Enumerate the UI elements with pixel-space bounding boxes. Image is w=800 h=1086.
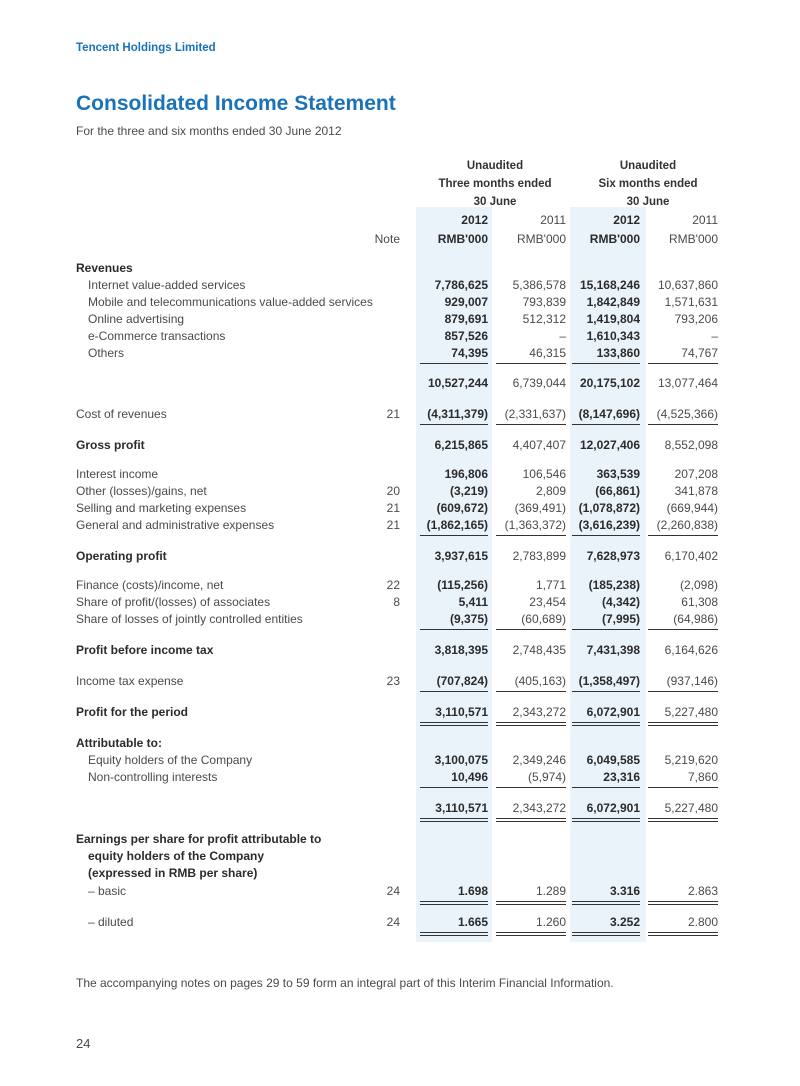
row-label: Mobile and telecommunications value-added services [88, 295, 373, 309]
row-value: 15,168,246 [579, 278, 640, 292]
row-label: Attributable to: [76, 736, 162, 750]
row-value: 1.260 [535, 915, 566, 929]
underline-rule [572, 535, 640, 536]
row-value: (9,375) [449, 612, 488, 626]
underline-rule [420, 818, 488, 819]
underline-rule [572, 901, 640, 902]
row-value: 2.863 [687, 884, 718, 898]
row-value: 207,208 [674, 467, 718, 481]
underline-rule [648, 535, 718, 536]
row-value: 13,077,464 [657, 376, 718, 390]
underline-rule [648, 818, 718, 819]
row-value: 5,386,578 [512, 278, 566, 292]
row-value: 10,527,244 [427, 376, 488, 390]
row-value: – [711, 329, 718, 343]
row-value: 929,007 [444, 295, 488, 309]
underline-rule [420, 725, 488, 726]
col-unit: RMB'000 [517, 232, 566, 246]
row-value: 3,818,395 [434, 643, 488, 657]
row-value: 8,552,098 [664, 438, 718, 452]
row-label: – diluted [88, 915, 134, 929]
underline-rule [572, 932, 640, 933]
underline-rule [648, 932, 718, 933]
underline-rule [648, 424, 718, 425]
group-line2: Three months ended [438, 178, 552, 190]
underline-rule [420, 629, 488, 630]
row-value: 2,748,435 [512, 643, 566, 657]
row-value: (4,342) [601, 595, 640, 609]
row-value: (2,098) [679, 578, 718, 592]
row-value: 857,526 [444, 329, 488, 343]
underline-rule [572, 691, 640, 692]
row-label: Income tax expense [76, 674, 184, 688]
group-line1: Unaudited [466, 160, 524, 172]
row-value: 879,691 [444, 312, 488, 326]
row-value: 1.665 [457, 915, 488, 929]
row-value: 4,407,407 [512, 438, 566, 452]
row-value: 3,937,615 [434, 549, 488, 563]
underline-rule [572, 821, 640, 822]
underline-rule [496, 722, 566, 723]
row-value: (369,491) [514, 501, 566, 515]
row-label: Operating profit [76, 549, 167, 563]
row-value: 133,860 [596, 346, 640, 360]
row-value: 3,110,571 [435, 705, 488, 719]
row-value: (2,260,838) [656, 518, 718, 532]
row-value: 1.698 [457, 884, 488, 898]
row-value: 7,786,625 [434, 278, 488, 292]
underline-rule [496, 725, 566, 726]
col-year: 2011 [692, 213, 718, 227]
page-title: Consolidated Income Statement [76, 92, 396, 115]
row-value: 3.316 [609, 884, 640, 898]
row-value: 5,227,480 [664, 705, 718, 719]
row-value: (3,219) [449, 484, 488, 498]
row-label: Online advertising [88, 312, 185, 326]
row-label: Profit before income tax [76, 643, 214, 657]
row-value: 74,395 [451, 346, 488, 360]
row-value: (60,689) [521, 612, 566, 626]
row-value: 1,771 [535, 578, 566, 592]
row-value: 1,610,343 [586, 329, 640, 343]
row-value: 196,806 [444, 467, 488, 481]
page-number: 24 [76, 1036, 91, 1051]
row-value: (8,147,696) [578, 407, 640, 421]
group-line3: 30 June [626, 196, 670, 208]
row-value: 2,809 [535, 484, 566, 498]
underline-rule [572, 818, 640, 819]
underline-rule [648, 787, 718, 788]
group-line1: Unaudited [619, 160, 677, 172]
underline-rule [420, 363, 488, 364]
row-value: (4,311,379) [427, 407, 488, 421]
row-value: 2,343,272 [512, 705, 566, 719]
row-label: Share of losses of jointly controlled entities [76, 612, 303, 626]
underline-rule [496, 691, 566, 692]
underline-rule [496, 424, 566, 425]
row-value: (2,331,637) [504, 407, 566, 421]
row-value: 2,783,899 [512, 549, 566, 563]
underline-rule [496, 535, 566, 536]
row-value: (7,995) [601, 612, 640, 626]
row-label: Internet value-added services [88, 278, 246, 292]
row-value: 6,072,901 [586, 705, 640, 719]
row-note: 8 [393, 595, 400, 609]
row-value: 2,349,246 [512, 753, 566, 767]
underline-rule [420, 904, 488, 905]
col-year: 2011 [540, 213, 566, 227]
row-label: Non-controlling interests [88, 770, 218, 784]
row-value: 5,411 [458, 595, 488, 609]
row-value: 20,175,102 [579, 376, 640, 390]
underline-rule [572, 424, 640, 425]
group-line3: 30 June [473, 196, 517, 208]
underline-rule [496, 629, 566, 630]
page-subtitle: For the three and six months ended 30 June 2012 [76, 124, 342, 138]
group-header-three-months [420, 157, 570, 211]
underline-rule [572, 787, 640, 788]
row-value: 6,164,626 [664, 643, 718, 657]
row-value: 512,312 [522, 312, 566, 326]
col-unit: RMB'000 [437, 232, 488, 246]
row-value: (707,824) [436, 674, 488, 688]
row-value: 7,860 [687, 770, 718, 784]
underline-rule [572, 725, 640, 726]
underline-rule [648, 935, 718, 936]
underline-rule [648, 904, 718, 905]
row-value: 74,767 [681, 346, 718, 360]
row-value: 10,637,860 [657, 278, 718, 292]
row-value: 6,215,865 [434, 438, 488, 452]
note-header: Note [374, 232, 400, 246]
underline-rule [420, 935, 488, 936]
underline-rule [572, 904, 640, 905]
underline-rule [648, 722, 718, 723]
row-value: 363,539 [596, 467, 640, 481]
underline-rule [496, 935, 566, 936]
row-note: 22 [386, 578, 400, 592]
underline-rule [648, 901, 718, 902]
company-name: Tencent Holdings Limited [76, 42, 216, 54]
row-value: (4,525,366) [656, 407, 718, 421]
row-value: 793,206 [674, 312, 718, 326]
row-label: Earnings per share for profit attributable to [76, 832, 322, 846]
row-label: Interest income [76, 467, 159, 481]
underline-rule [420, 535, 488, 536]
row-value: (3,616,239) [578, 518, 640, 532]
group-header-six-months [574, 157, 722, 211]
col-unit: RMB'000 [589, 232, 640, 246]
row-value: 1,842,849 [586, 295, 640, 309]
underline-rule [648, 691, 718, 692]
underline-rule [648, 363, 718, 364]
row-label: equity holders of the Company [88, 849, 265, 863]
row-value: (185,238) [588, 578, 640, 592]
underline-rule [572, 722, 640, 723]
row-label: – basic [88, 884, 127, 898]
row-value: 1,571,631 [664, 295, 718, 309]
underline-rule [420, 424, 488, 425]
row-label: e-Commerce transactions [88, 329, 226, 343]
row-value: 106,546 [522, 467, 566, 481]
underline-rule [420, 821, 488, 822]
row-label: Share of profit/(losses) of associates [76, 595, 271, 609]
row-label: Equity holders of the Company [88, 753, 253, 767]
row-value: (64,986) [673, 612, 718, 626]
row-value: – [559, 329, 566, 343]
row-label: General and administrative expenses [76, 518, 275, 532]
row-value: (669,944) [666, 501, 718, 515]
row-value: 3,100,075 [434, 753, 488, 767]
underline-rule [420, 787, 488, 788]
row-value: (1,862,165) [426, 518, 488, 532]
row-value: 12,027,406 [579, 438, 640, 452]
row-value: 23,316 [603, 770, 640, 784]
row-value: (1,078,872) [578, 501, 640, 515]
row-label: (expressed in RMB per share) [88, 866, 258, 880]
underline-rule [572, 935, 640, 936]
underline-rule [496, 818, 566, 819]
row-note: 20 [386, 484, 400, 498]
underline-rule [496, 904, 566, 905]
row-value: 6,739,044 [512, 376, 566, 390]
footer-note: The accompanying notes on pages 29 to 59 form an integral part of this Interim Financial Information. [76, 976, 614, 990]
group-line2: Six months ended [598, 178, 698, 190]
row-value: 1.289 [535, 884, 566, 898]
row-note: 21 [386, 501, 400, 515]
underline-rule [496, 787, 566, 788]
row-value: 6,072,901 [586, 801, 640, 815]
underline-rule [648, 821, 718, 822]
row-label: Profit for the period [76, 705, 188, 719]
row-value: (405,163) [514, 674, 566, 688]
row-value: (66,861) [595, 484, 640, 498]
row-value: (609,672) [436, 501, 488, 515]
row-value: 3,110,571 [435, 801, 488, 815]
row-value: 5,227,480 [664, 801, 718, 815]
row-label: Finance (costs)/income, net [76, 578, 224, 592]
row-label: Cost of revenues [76, 407, 167, 421]
row-value: 2,343,272 [512, 801, 566, 815]
row-label: Other (losses)/gains, net [76, 484, 207, 498]
underline-rule [420, 932, 488, 933]
row-note: 21 [386, 518, 400, 532]
row-value: 10,496 [451, 770, 488, 784]
underline-rule [420, 691, 488, 692]
underline-rule [496, 821, 566, 822]
row-note: 24 [386, 884, 400, 898]
underline-rule [648, 725, 718, 726]
underline-rule [496, 901, 566, 902]
row-value: 1,419,804 [586, 312, 640, 326]
row-value: 5,219,620 [664, 753, 718, 767]
row-value: (5,974) [527, 770, 566, 784]
row-note: 21 [386, 407, 400, 421]
row-value: 3.252 [609, 915, 640, 929]
row-note: 23 [386, 674, 400, 688]
underline-rule [420, 722, 488, 723]
underline-rule [572, 629, 640, 630]
underline-rule [496, 932, 566, 933]
row-value: 46,315 [529, 346, 566, 360]
row-value: 61,308 [681, 595, 718, 609]
row-value: (937,146) [666, 674, 718, 688]
row-value: (1,363,372) [504, 518, 566, 532]
underline-rule [496, 363, 566, 364]
row-value: 2.800 [687, 915, 718, 929]
row-value: 6,170,402 [664, 549, 718, 563]
row-value: (115,256) [437, 578, 488, 592]
row-value: 341,878 [674, 484, 718, 498]
underline-rule [572, 363, 640, 364]
col-unit: RMB'000 [669, 232, 718, 246]
row-value: 7,431,398 [586, 643, 640, 657]
underline-rule [420, 901, 488, 902]
row-value: 793,839 [522, 295, 566, 309]
col-year: 2012 [461, 213, 488, 227]
row-note: 24 [386, 915, 400, 929]
row-label: Gross profit [76, 438, 145, 452]
row-value: (1,358,497) [578, 674, 640, 688]
row-value: 7,628,973 [586, 549, 640, 563]
row-label: Selling and marketing expenses [76, 501, 247, 515]
row-value: 23,454 [529, 595, 566, 609]
row-value: 6,049,585 [586, 753, 640, 767]
underline-rule [648, 629, 718, 630]
row-label: Others [88, 346, 125, 360]
col-year: 2012 [613, 213, 640, 227]
row-label: Revenues [76, 261, 133, 275]
